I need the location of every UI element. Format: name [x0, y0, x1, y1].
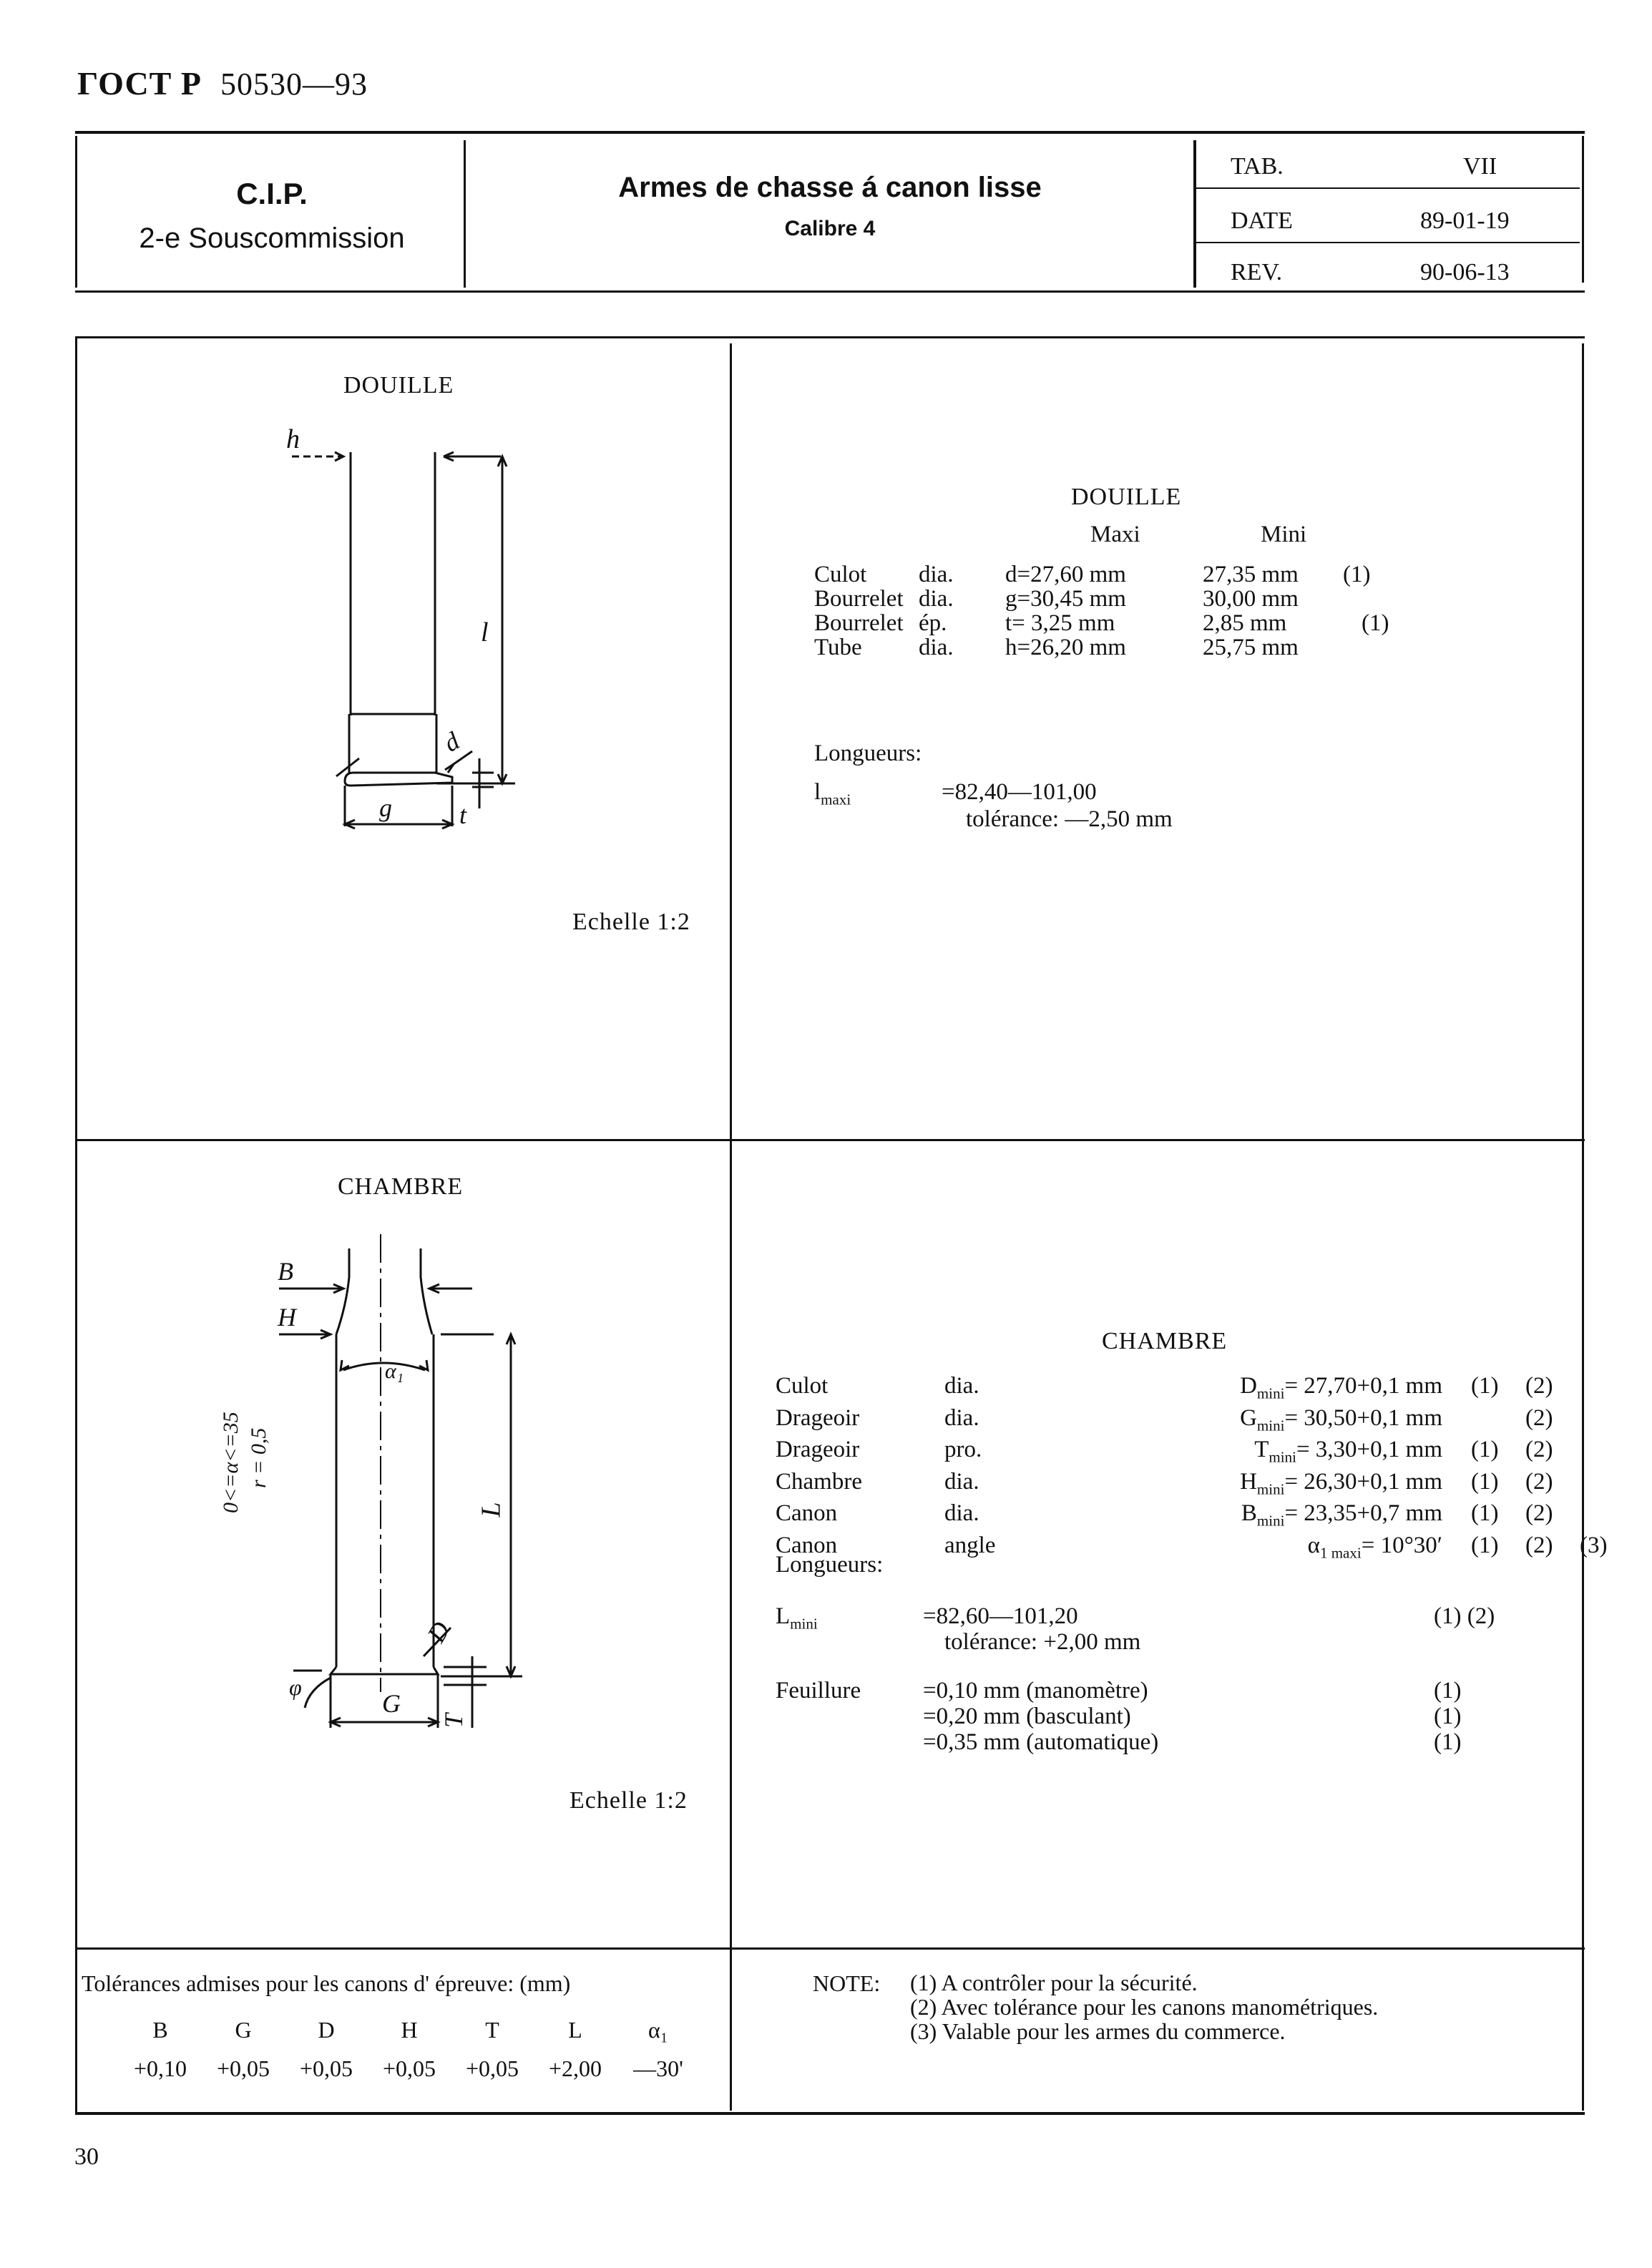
spec-symbol: D [1240, 1373, 1257, 1399]
spec-subscript: mini [1256, 1480, 1285, 1498]
douille-drawing [265, 422, 551, 851]
l-letter: l [814, 779, 821, 805]
douille-spec-heading: DOUILLE [1071, 484, 1182, 510]
chambre-letter-B: B [278, 1257, 293, 1286]
chambre-scale: Echelle 1:2 [570, 1787, 688, 1814]
L-letter: L [776, 1603, 791, 1629]
document-title: Armes de chasse á canon lisse [618, 172, 1042, 203]
douille-l-value: =82,40—101,00 [942, 779, 1097, 805]
douille-letter-t: t [459, 801, 467, 829]
table-row [776, 1533, 1611, 1565]
chambre-letter-alpha: α₁ [385, 1359, 404, 1383]
spec-maxi: h=26,20 mm [1005, 635, 1126, 660]
spec-value [1113, 1374, 1471, 1406]
spec-note [1343, 635, 1393, 660]
title-block-right-border [1582, 136, 1584, 283]
chambre-L-value: =82,60—101,20 [923, 1603, 1078, 1629]
spec-mini: 2,85 mm [1203, 610, 1287, 636]
douille-lengths-label: Longueurs: [814, 740, 922, 766]
tolerance-value: +0,05 [465, 2056, 519, 2081]
spec-mini: 25,75 mm [1203, 635, 1299, 660]
spec-part: Bourrelet [814, 586, 904, 612]
feuillure-label: Feuillure [776, 1678, 861, 1704]
spec-number: = 10°30′ [1361, 1532, 1442, 1558]
spec-note-2: (2) [1525, 1437, 1553, 1463]
spec-kind: ép. [919, 610, 947, 636]
spec-subscript: 1 maxi [1319, 1544, 1362, 1562]
spec-note-1: (1) [1471, 1468, 1499, 1495]
chambre-letter-T: T [439, 1713, 469, 1729]
main-table-left-border [75, 338, 77, 2113]
chambre-letter-D: D [421, 1616, 456, 1648]
spec-number: = 3,30+0,1 mm [1296, 1437, 1442, 1463]
date-label: DATE [1231, 207, 1293, 234]
document-header [77, 64, 368, 102]
tolerance-value: —30' [633, 2056, 683, 2081]
tolerance-letter: H [401, 2017, 418, 2043]
spec-subscript: mini [1256, 1512, 1285, 1530]
meta-row-divider-2 [1196, 242, 1580, 243]
douille-spec-table [814, 562, 1393, 660]
spec-kind: dia. [919, 562, 954, 587]
feuillure-note-2: (1) [1434, 1704, 1462, 1729]
spec-note-1 [1471, 1406, 1525, 1438]
table-row [776, 1374, 1611, 1406]
chambre-spec-heading: CHAMBRE [1102, 1328, 1228, 1354]
chambre-letter-H: H [278, 1303, 296, 1331]
tab-label: TAB. [1231, 153, 1284, 180]
spec-subscript: mini [1256, 1417, 1285, 1434]
spec-mini: 27,35 mm [1203, 562, 1299, 587]
table-row [814, 562, 1393, 587]
spec-kind: dia. [919, 586, 954, 612]
tolerances-table [119, 2016, 700, 2083]
spec-number: = 23,35+0,7 mm [1284, 1500, 1442, 1527]
spec-note-3 [1580, 1437, 1611, 1470]
chambre-lengths-label: Longueurs: [776, 1552, 884, 1578]
spec-note-3: (3) [1580, 1532, 1608, 1558]
tolerance-letter: B [152, 2017, 168, 2043]
subcommission: 2-e Souscommission [139, 223, 405, 254]
table-row [814, 611, 1393, 635]
chambre-note-angle: 0<=α<=35 [219, 1412, 243, 1513]
notes-label: NOTE: [813, 1970, 881, 1996]
main-table-right-border [1582, 343, 1584, 2111]
chambre-note-radius: r = 0,5 [247, 1427, 270, 1488]
spec-kind: dia. [944, 1500, 979, 1527]
spec-kind: pro. [944, 1437, 982, 1463]
tolerance-letter: G [235, 2017, 252, 2043]
spec-note-2: (2) [1525, 1500, 1553, 1527]
spec-note-1: (1) [1471, 1532, 1499, 1558]
spec-note-2: (2) [1525, 1532, 1553, 1558]
rev-value: 90-06-13 [1420, 259, 1510, 285]
title-block-left-border [75, 136, 77, 288]
spec-kind: dia. [944, 1404, 979, 1431]
douille-col-maxi: Maxi [1090, 522, 1140, 547]
tolerance-value: +0,10 [133, 2056, 187, 2081]
spec-part: Drageoir [776, 1437, 860, 1463]
chambre-drawing [265, 1227, 565, 1764]
table-row [776, 1501, 1611, 1533]
feuillure-note-1: (1) [1434, 1678, 1462, 1704]
spec-note: (1) [1362, 610, 1389, 636]
douille-letter-h: h [286, 424, 300, 454]
tolerance-value: +0,05 [382, 2056, 436, 2081]
douille-l-symbol [814, 780, 851, 812]
note-item-3: (3) Valable pour les armes du commerce. [910, 2018, 1286, 2044]
title-block-top-border [75, 131, 1585, 134]
douille-letter-l: l [481, 617, 489, 647]
tolerance-letters-row [119, 2016, 700, 2044]
spec-subscript: mini [1256, 1384, 1285, 1402]
main-table-row-divider-1 [75, 1139, 1585, 1141]
date-value: 89-01-19 [1420, 207, 1510, 234]
chambre-letter-L: L [476, 1502, 507, 1517]
notes-list [910, 1970, 1378, 2043]
spec-note-2: (2) [1525, 1468, 1553, 1495]
spec-part: Culot [814, 562, 867, 587]
spec-value [1113, 1437, 1471, 1470]
title-block-divider-2 [1193, 140, 1196, 288]
spec-subscript: mini [1269, 1448, 1296, 1466]
note-item-1: (1) A contrôler pour la sécurité. [910, 1970, 1198, 1995]
standard-code: ГОСТ Р [77, 65, 202, 102]
chambre-L-notes: (1) (2) [1434, 1603, 1495, 1629]
spec-value [1113, 1533, 1471, 1565]
spec-maxi: d=27,60 mm [1005, 562, 1126, 587]
chambre-L-tolerance: tolérance: +2,00 mm [944, 1629, 1141, 1655]
spec-note-3 [1580, 1406, 1611, 1438]
l-subscript: maxi [821, 791, 851, 808]
spec-kind: dia. [919, 635, 954, 660]
spec-note-3 [1580, 1374, 1611, 1406]
spec-kind: dia. [944, 1468, 979, 1495]
spec-value [1113, 1470, 1471, 1502]
spec-note-2: (2) [1525, 1404, 1553, 1431]
douille-scale: Echelle 1:2 [572, 909, 690, 935]
spec-note-3 [1580, 1470, 1611, 1502]
douille-letter-g: g [379, 793, 392, 822]
douille-drawing-heading: DOUILLE [343, 372, 454, 399]
table-row [814, 587, 1393, 611]
spec-number: = 26,30+0,1 mm [1284, 1468, 1442, 1495]
meta-row-divider-1 [1196, 187, 1580, 189]
spec-kind: angle [944, 1532, 996, 1558]
chambre-drawing-heading: CHAMBRE [338, 1173, 464, 1200]
table-row [776, 1470, 1611, 1502]
chambre-spec-table [776, 1374, 1611, 1565]
douille-col-mini: Mini [1261, 522, 1307, 547]
tolerance-letter: L [568, 2017, 582, 2043]
tolerance-values-row [119, 2044, 700, 2083]
tab-value: VII [1463, 153, 1497, 180]
feuillure-value-1: =0,10 mm (manomètre) [923, 1678, 1148, 1704]
douille-l-tolerance: tolérance: —2,50 mm [966, 806, 1173, 832]
title-block-org [79, 172, 465, 260]
tolerance-letter: T [485, 2017, 499, 2043]
tolerance-value: +0,05 [299, 2056, 353, 2081]
org-name: C.I.P. [236, 177, 308, 210]
main-table-top-border [75, 336, 1585, 338]
spec-maxi: t= 3,25 mm [1005, 610, 1115, 636]
spec-note [1343, 587, 1393, 611]
table-row [776, 1437, 1611, 1470]
spec-note-2: (2) [1525, 1373, 1553, 1399]
spec-kind: dia. [944, 1373, 979, 1399]
spec-maxi: g=30,45 mm [1005, 586, 1126, 612]
tolerance-value: +0,05 [216, 2056, 270, 2081]
table-row [814, 635, 1393, 660]
spec-note-3 [1580, 1501, 1611, 1533]
spec-mini: 30,00 mm [1203, 586, 1299, 612]
spec-note-1: (1) [1471, 1373, 1499, 1399]
feuillure-value-2: =0,20 mm (basculant) [923, 1704, 1131, 1729]
main-table-center-divider [730, 343, 732, 2111]
title-block-title [469, 172, 1191, 241]
L-subscript: mini [790, 1615, 818, 1633]
main-table-bottom-border [75, 2112, 1585, 2115]
tolerance-letter: D [318, 2017, 335, 2043]
note-item-2: (2) Avec tolérance pour les canons manométriques. [910, 1994, 1379, 2020]
chambre-letter-phi: φ [289, 1674, 302, 1700]
spec-part: Canon [776, 1500, 838, 1527]
spec-note-1: (1) [1471, 1437, 1499, 1463]
spec-part: Bourrelet [814, 610, 904, 636]
spec-part: Tube [814, 635, 862, 660]
tolerances-title: Tolérances admises pour les canons d' épreuve: (mm) [82, 1970, 571, 1996]
table-row [776, 1406, 1611, 1438]
tolerance-value: +2,00 [548, 2056, 602, 2081]
spec-symbol: G [1240, 1404, 1257, 1431]
spec-number: = 27,70+0,1 mm [1284, 1373, 1442, 1399]
spec-part: Culot [776, 1373, 829, 1399]
spec-number: = 30,50+0,1 mm [1284, 1404, 1442, 1431]
spec-symbol: α [1307, 1532, 1320, 1558]
spec-part: Drageoir [776, 1404, 860, 1431]
rev-label: REV. [1231, 259, 1283, 285]
spec-value [1113, 1406, 1471, 1438]
spec-symbol: B [1241, 1500, 1257, 1527]
page-number: 30 [74, 2144, 99, 2170]
title-block-bottom-border [75, 290, 1585, 293]
spec-value [1113, 1501, 1471, 1533]
feuillure-value-3: =0,35 mm (automatique) [923, 1729, 1159, 1755]
feuillure-note-3: (1) [1434, 1729, 1462, 1755]
douille-letter-d: d [439, 726, 464, 758]
standard-number: 50530—93 [220, 67, 368, 102]
document-subtitle: Calibre 4 [784, 217, 876, 240]
spec-part: Chambre [776, 1468, 862, 1495]
spec-note: (1) [1343, 562, 1371, 587]
spec-part: Canon [776, 1532, 838, 1558]
chambre-letter-G: G [382, 1689, 401, 1718]
chambre-L-symbol [776, 1604, 818, 1636]
main-table-row-divider-2 [75, 1947, 1585, 1950]
spec-symbol: H [1240, 1468, 1257, 1495]
tolerance-letter: α₁ [648, 2017, 668, 2043]
spec-symbol: T [1254, 1437, 1269, 1463]
spec-note-1: (1) [1471, 1500, 1499, 1527]
